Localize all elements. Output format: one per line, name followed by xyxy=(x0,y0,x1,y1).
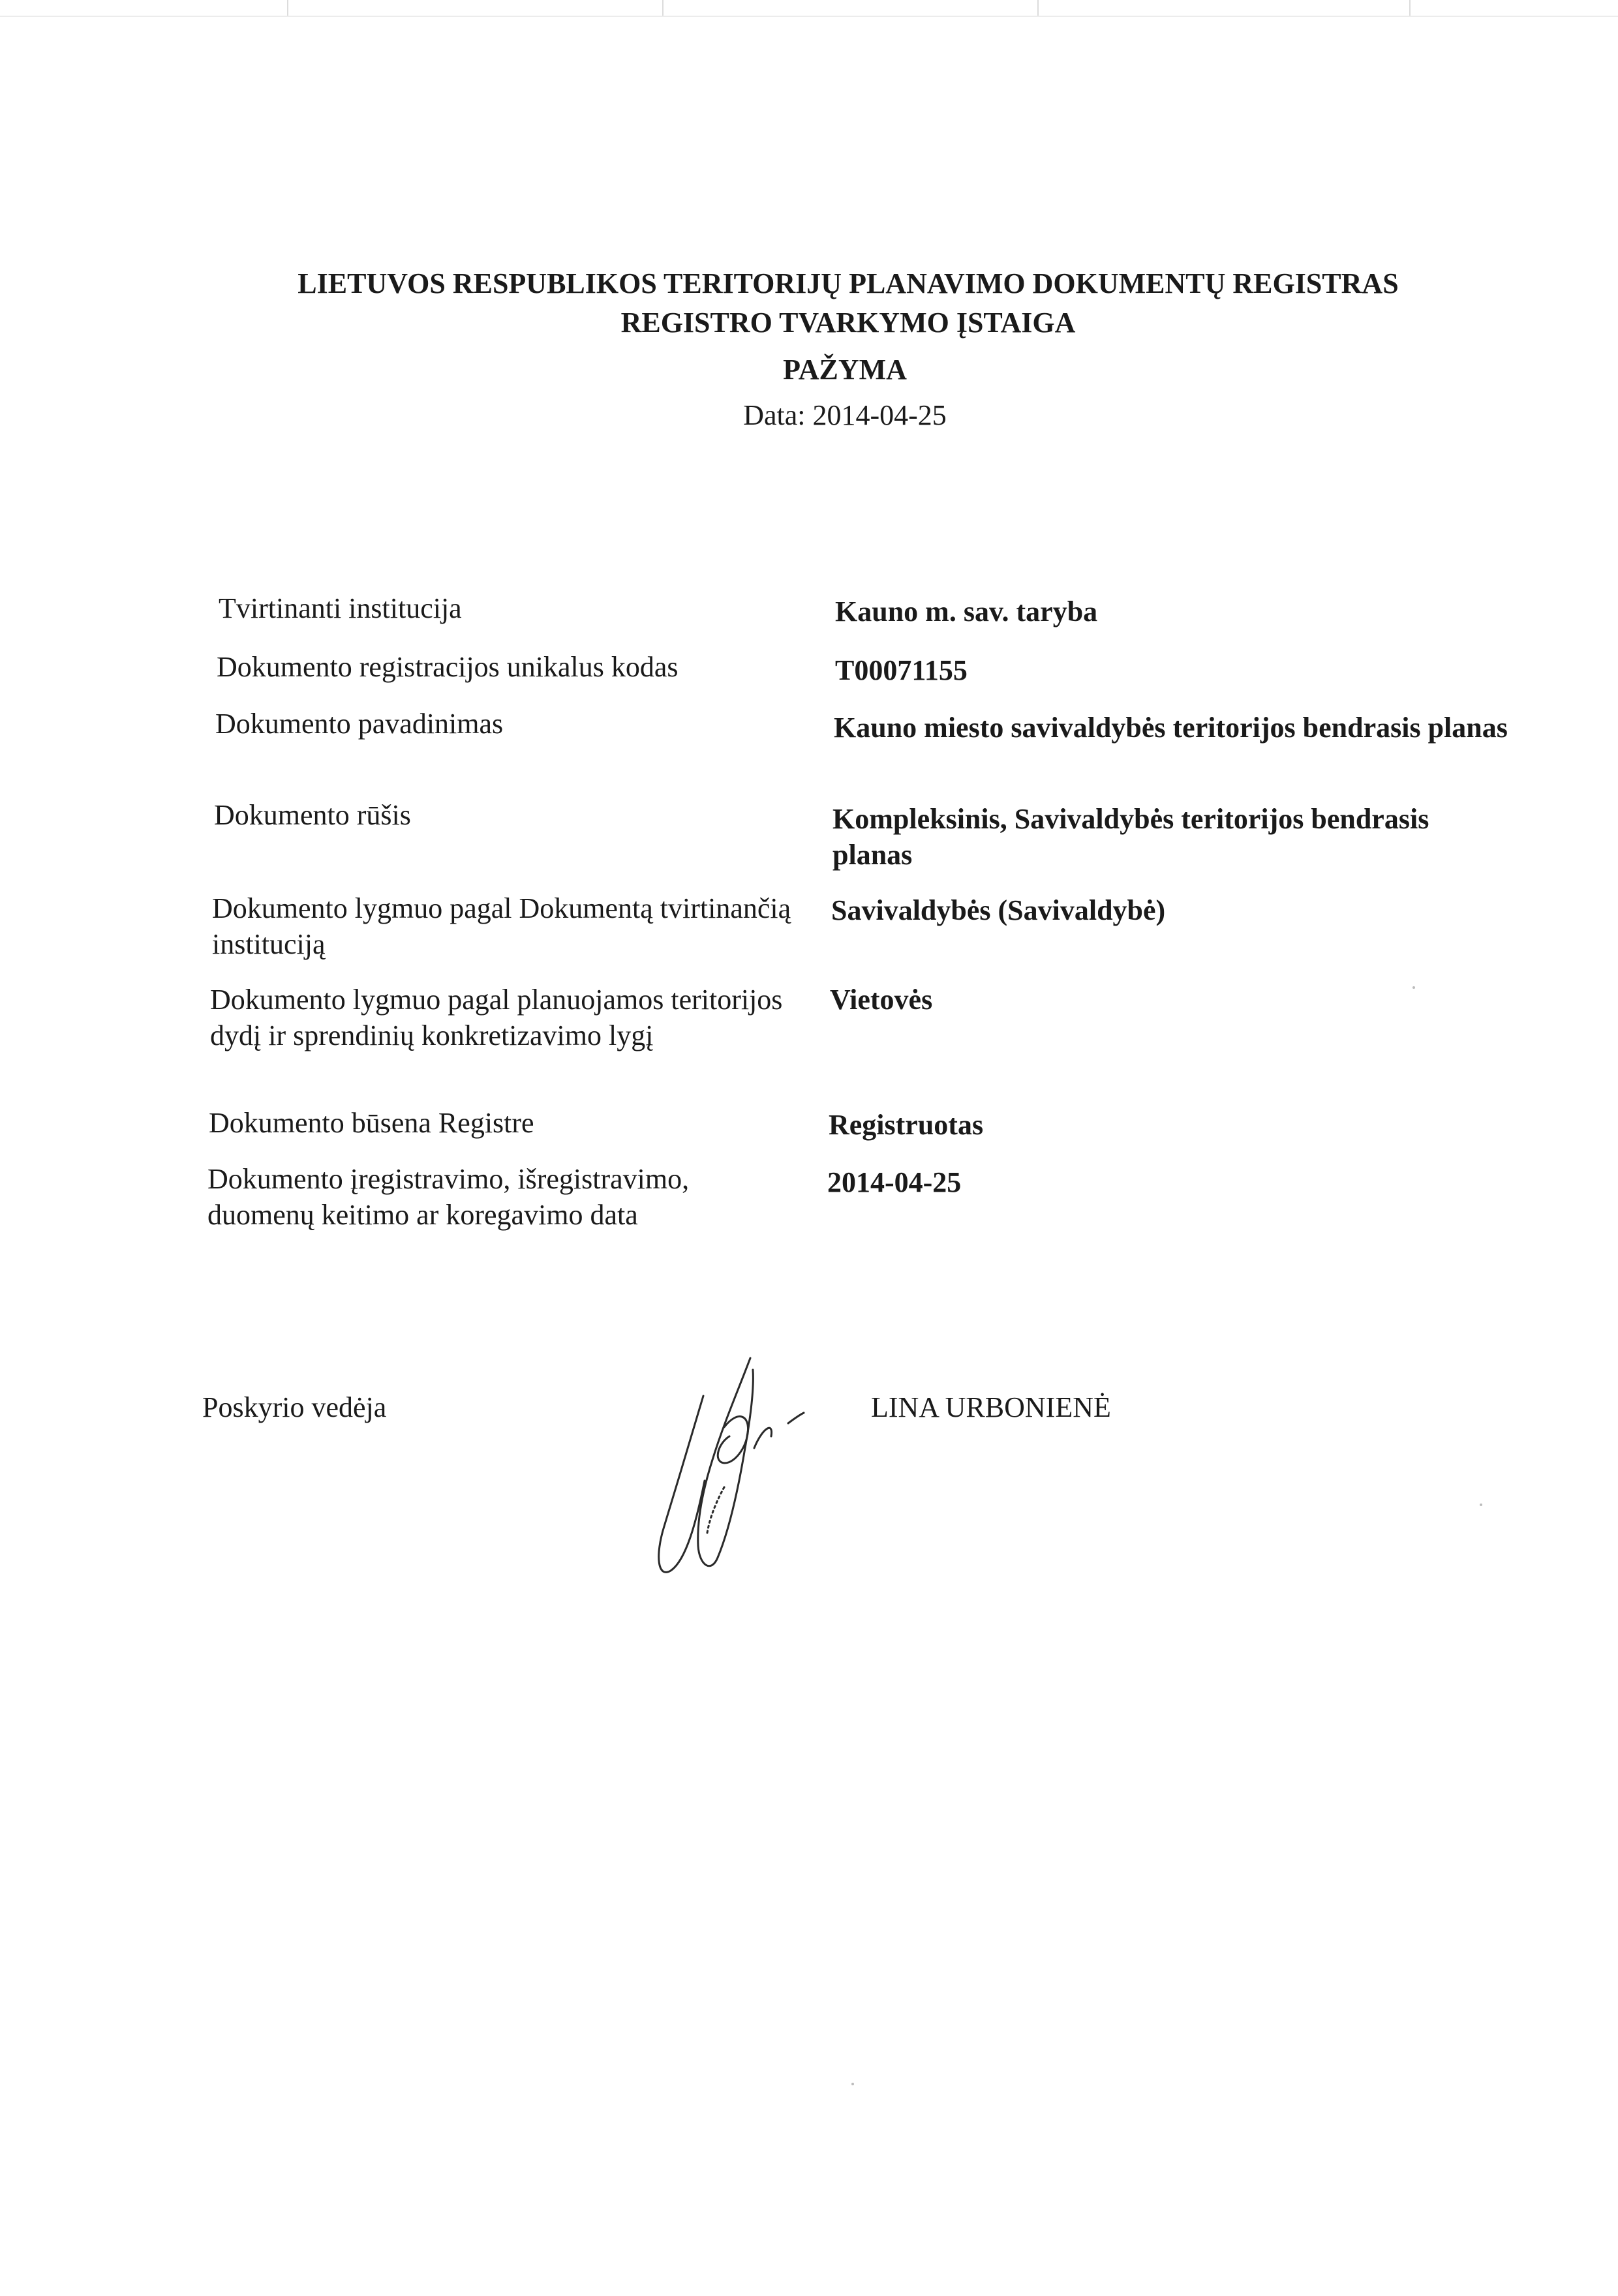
scan-speck xyxy=(1412,986,1415,989)
field-value-document-name: Kauno miesto savivaldybės teritorijos bendrasis planas xyxy=(834,712,1508,744)
handwritten-signature xyxy=(626,1350,835,1585)
field-label-approving-institution: Tvirtinanti institucija xyxy=(219,592,462,624)
scan-tick xyxy=(1037,0,1039,16)
document-header xyxy=(0,264,1618,435)
scan-speck xyxy=(1480,1503,1482,1506)
field-value-document-kind: Kompleksinis, Savivaldybės teritorijos bendrasis planas xyxy=(832,803,1429,871)
field-value-level-by-territory: Vietovės xyxy=(830,984,933,1016)
signatory-position: Poskyrio vedėja xyxy=(202,1391,387,1423)
scan-tick xyxy=(287,0,288,16)
field-label-document-kind: Dokumento rūšis xyxy=(214,799,411,831)
field-label-document-name: Dokumento pavadinimas xyxy=(215,708,504,740)
document-type: PAŽYMA xyxy=(783,354,907,385)
field-value-registration-date: 2014-04-25 xyxy=(827,1166,962,1198)
registry-subtitle: REGISTRO TVARKYMO ĮSTAIGA xyxy=(620,307,1076,339)
field-value-approving-institution: Kauno m. sav. taryba xyxy=(835,596,1098,627)
field-value-level-by-institution: Savivaldybės (Savivaldybė) xyxy=(831,894,1166,926)
field-label-unique-code: Dokumento registracijos unikalus kodas xyxy=(217,651,679,683)
document-date: Data: 2014-04-25 xyxy=(743,399,947,431)
scan-edge xyxy=(0,16,1618,17)
field-value-registry-status: Registruotas xyxy=(829,1109,984,1141)
field-value-unique-code: T00071155 xyxy=(835,654,968,686)
field-label-registration-date: Dokumento įregistravimo, išregistravimo, duomenų keitimo ar koregavimo data xyxy=(207,1163,690,1231)
field-label-level-by-territory: Dokumento lygmuo pagal planuojamos teritorijos dydį ir sprendinių konkretizavimo lygį xyxy=(210,984,783,1051)
scan-tick xyxy=(1409,0,1411,16)
scan-tick xyxy=(662,0,664,16)
registry-title: LIETUVOS RESPUBLIKOS TERITORIJŲ PLANAVIMO DOKUMENTŲ REGISTRAS xyxy=(298,267,1399,299)
field-label-registry-status: Dokumento būsena Registre xyxy=(209,1107,534,1139)
scan-speck xyxy=(851,2083,854,2085)
field-label-level-by-institution: Dokumento lygmuo pagal Dokumentą tvirtinančią instituciją xyxy=(212,892,791,960)
signatory-name: LINA URBONIENĖ xyxy=(871,1391,1111,1423)
